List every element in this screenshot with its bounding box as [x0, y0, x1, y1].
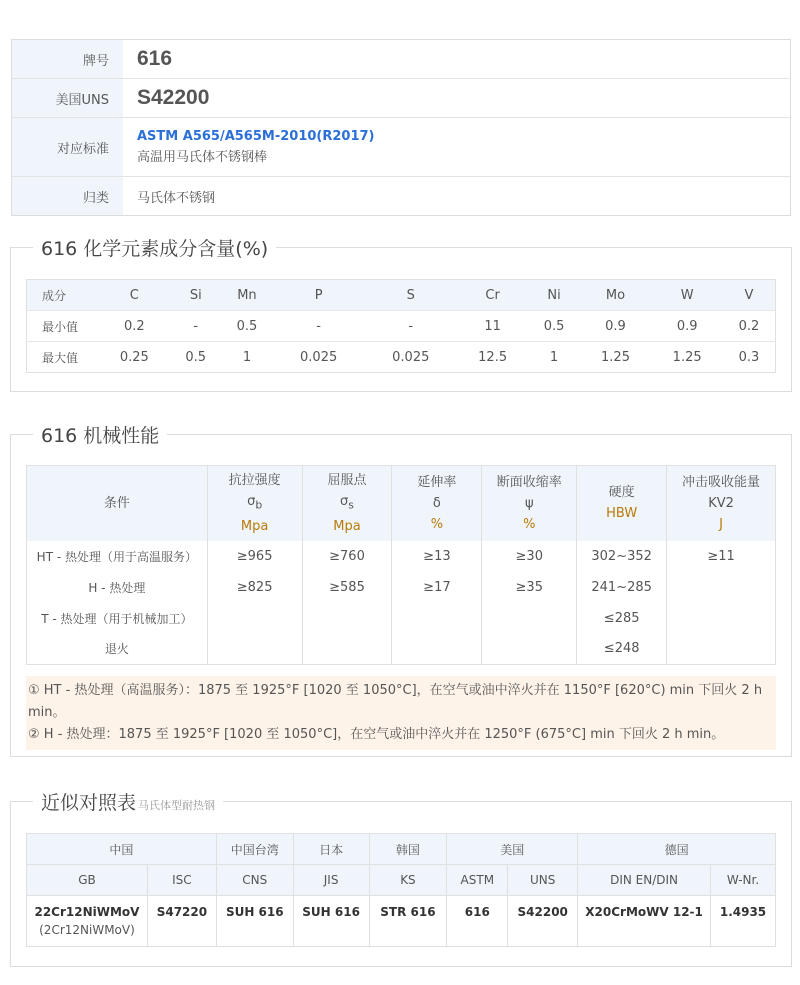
yield-subscript: s: [348, 498, 354, 512]
note-ht: ① HT - 热处理（高温服务）：1875 至 1925°F [1020 至 1050°C]，在空气或油中淬火并在 1150°F [620°C) min 下回火 2 h min。: [28, 683, 763, 720]
element-p: P: [273, 280, 365, 311]
comparison-table: [26, 833, 776, 947]
value-cns: SUH 616: [216, 896, 293, 947]
element-mn: Mn: [221, 280, 272, 311]
value-gb-alt: (2Cr12NiWMoV): [39, 923, 135, 937]
impact-cell: [667, 603, 776, 634]
chemical-header-label: 成分: [27, 280, 99, 311]
uns-value: S42200: [137, 86, 210, 109]
mechanical-title: 616 机械性能: [33, 421, 167, 448]
standard-isc: ISC: [147, 865, 216, 896]
element-s: S: [365, 280, 457, 311]
value-jis: SUH 616: [293, 896, 369, 947]
mechanical-row-annealed: [27, 634, 776, 665]
category-label: 归类: [12, 177, 123, 215]
condition-cell: T - 热处理（用于机械加工）: [27, 603, 208, 634]
hardness-cell: ≤285: [577, 603, 667, 634]
yield-unit: Mpa: [333, 518, 361, 534]
elongation-header: [392, 466, 482, 541]
chemical-title: 616 化学元素成分含量(%): [33, 234, 276, 261]
tensile-cell: [207, 603, 302, 634]
value-astm: 616: [447, 896, 508, 947]
max-cr: 12.5: [478, 349, 508, 365]
min-mo: 0.9: [580, 311, 652, 342]
mechanical-header-row: [27, 466, 776, 541]
min-cr: 11: [457, 311, 529, 342]
max-ni: 1: [549, 349, 559, 365]
element-si: Si: [170, 280, 221, 311]
hardness-cell: 302~352: [577, 541, 667, 572]
standard-link[interactable]: ASTM A565/A565M-2010(R2017): [137, 129, 375, 144]
reduction-cell: ≥35: [482, 572, 577, 603]
max-w: 1.25: [672, 349, 702, 365]
max-v: 0.3: [738, 349, 760, 365]
elongation-name: 延伸率: [417, 474, 457, 490]
reduction-cell: ≥30: [482, 541, 577, 572]
condition-cell: HT - 热处理（用于高温服务）: [27, 541, 208, 572]
chemical-max-row: [27, 342, 776, 373]
country-germany: 德国: [578, 834, 776, 865]
reduction-unit: %: [523, 516, 536, 532]
hardness-header: [577, 466, 667, 541]
standard-uns: UNS: [508, 865, 578, 896]
mechanical-row-h: [27, 572, 776, 603]
elongation-unit: %: [430, 516, 444, 532]
element-mo: Mo: [580, 280, 652, 311]
tensile-subscript: b: [255, 498, 263, 512]
reduction-symbol: ψ: [524, 495, 534, 511]
hardness-unit: HBW: [606, 506, 638, 522]
yield-header: [302, 466, 392, 541]
condition-cell: 退火: [27, 634, 208, 665]
min-si: -: [170, 311, 221, 342]
max-p: 0.025: [300, 349, 338, 365]
chemical-header-row: [27, 280, 776, 311]
standard-row: [12, 118, 790, 177]
max-c: 0.25: [119, 349, 149, 365]
yield-cell: [302, 603, 392, 634]
min-s: -: [365, 311, 457, 342]
min-p: -: [273, 311, 365, 342]
standard-jis: JIS: [293, 865, 369, 896]
category-value: 马氏体不锈钢: [137, 190, 216, 206]
condition-cell: H - 热处理: [27, 572, 208, 603]
tensile-unit: Mpa: [240, 518, 269, 534]
element-w: W: [651, 280, 723, 311]
category-row: [12, 177, 790, 215]
tensile-header: [207, 466, 302, 541]
country-usa: 美国: [447, 834, 578, 865]
standard-din: DIN EN/DIN: [578, 865, 711, 896]
standard-cns: CNS: [216, 865, 293, 896]
standard-row: [27, 865, 776, 896]
value-ks: STR 616: [369, 896, 447, 947]
value-gb: [27, 896, 148, 947]
country-china: 中国: [27, 834, 217, 865]
impact-name: 冲击吸收能量: [682, 474, 761, 490]
country-korea: 韩国: [369, 834, 447, 865]
impact-cell: ≥11: [707, 548, 735, 564]
heat-treatment-notes: [26, 676, 776, 750]
mechanical-section: [10, 425, 792, 757]
value-wnr: 1.4935: [711, 896, 776, 947]
yield-cell: ≥585: [302, 572, 392, 603]
elongation-symbol: δ: [432, 495, 441, 511]
min-c: 0.2: [99, 311, 171, 342]
standard-description: 高温用马氏体不锈钢棒: [137, 150, 268, 165]
comparison-section: [10, 792, 792, 967]
tensile-symbol: σ: [247, 493, 256, 509]
grade-row: [12, 40, 790, 79]
tensile-cell: ≥965: [207, 541, 302, 572]
uns-row: [12, 79, 790, 118]
yield-symbol: σ: [340, 493, 349, 509]
element-v: V: [723, 280, 776, 311]
chemical-table: [26, 279, 776, 373]
impact-cell: [667, 572, 776, 603]
comparison-title: [33, 788, 223, 815]
mechanical-row-t: [27, 603, 776, 634]
impact-cell: [667, 634, 776, 665]
country-row: [27, 834, 776, 865]
yield-cell: ≥760: [302, 541, 392, 572]
max-si: 0.5: [185, 349, 207, 365]
elongation-cell: ≥17: [392, 572, 482, 603]
standard-label: 对应标准: [12, 118, 123, 176]
yield-cell: [302, 634, 392, 665]
comparison-subtitle: 马氏体型耐热钢: [138, 799, 216, 812]
max-label: 最大值: [42, 350, 79, 365]
elongation-cell: [392, 634, 482, 665]
tensile-cell: ≥825: [207, 572, 302, 603]
impact-symbol: KV2: [708, 495, 734, 511]
equivalent-row: [27, 896, 776, 947]
hardness-name: 硬度: [608, 485, 635, 501]
elongation-cell: ≥13: [392, 541, 482, 572]
tensile-cell: [207, 634, 302, 665]
min-mn: 0.5: [221, 311, 272, 342]
grade-value: 616: [137, 47, 173, 70]
uns-label: 美国UNS: [12, 79, 123, 117]
max-mn: 1: [242, 349, 252, 365]
hardness-cell: 241~285: [577, 572, 667, 603]
value-uns: S42200: [508, 896, 578, 947]
min-w: 0.9: [651, 311, 723, 342]
min-v: 0.2: [723, 311, 776, 342]
value-isc: S47220: [147, 896, 216, 947]
impact-header: [667, 466, 776, 541]
max-s: 0.025: [392, 349, 430, 365]
chemical-section: [10, 238, 792, 392]
value-gb-main: 22Cr12NiWMoV: [34, 905, 140, 919]
reduction-name: 断面收缩率: [496, 474, 562, 490]
country-japan: 日本: [293, 834, 369, 865]
chemical-min-row: [27, 311, 776, 342]
reduction-cell: [482, 634, 577, 665]
standard-gb: GB: [27, 865, 148, 896]
reduction-cell: [482, 603, 577, 634]
comparison-title-text: 近似对照表: [41, 792, 137, 814]
max-mo: 1.25: [601, 349, 630, 365]
min-ni: 0.5: [528, 311, 579, 342]
grade-label: 牌号: [12, 40, 123, 78]
min-label: 最小值: [27, 311, 99, 342]
note-h: ② H - 热处理：1875 至 1925°F [1020 至 1050°C]，在空气或油中淬火并在 1250°F (675°C] min 下回火 2 h min。: [28, 727, 725, 742]
standard-wnr: W-Nr.: [711, 865, 776, 896]
element-cr: Cr: [457, 280, 529, 311]
condition-header: 条件: [27, 466, 208, 541]
tensile-name: 抗拉强度: [228, 472, 281, 488]
value-din: X20CrMoWV 12-1: [578, 896, 711, 947]
standard-astm: ASTM: [447, 865, 508, 896]
yield-name: 屈服点: [327, 472, 367, 488]
reduction-header: [482, 466, 577, 541]
standard-ks: KS: [369, 865, 447, 896]
element-c: C: [99, 280, 171, 311]
mechanical-table: [26, 465, 776, 665]
element-ni: Ni: [528, 280, 579, 311]
mechanical-row-ht: [27, 541, 776, 572]
impact-unit: J: [719, 516, 723, 532]
country-taiwan: 中国台湾: [216, 834, 293, 865]
hardness-cell: ≤248: [577, 634, 667, 665]
elongation-cell: [392, 603, 482, 634]
grade-info-table: [11, 39, 791, 216]
